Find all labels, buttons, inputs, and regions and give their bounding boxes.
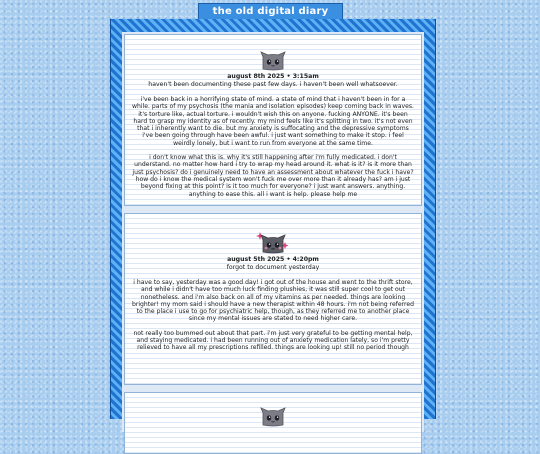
diary-entry — [124, 213, 422, 385]
entry-subtitle: haven't been documenting these past few days. i haven't been well whatsoever. — [148, 81, 398, 88]
entry-body — [131, 279, 415, 352]
sparkle-cat-icon — [256, 228, 290, 254]
diary-frame — [110, 19, 436, 419]
entry-paragraph: not really too bummed out about that part. i'm just very grateful to be getting mental help, and staying medicated. i had been running out of anxiety medication lately, so i'm pretty relieved to have all my prescriptions refilled. things are looking up! still no period though — [133, 329, 413, 352]
diary-entry — [124, 392, 422, 454]
site-title: the old digital diary — [198, 3, 343, 20]
entry-body — [131, 96, 415, 198]
entry-paragraph: i've been back in a horrifying state of mind. a state of mind that i haven't been in for a while. parts of my psychosis (the mania and isolation episodes) keep coming back in waves. it's torture like, actual torture. i wouldn't wish this on anyone. fucking ANYONE. it's been hard to grasp my identity as of recently. my mind feels like it's splitting in two. it's not even that i inherently want to die. but my anxiety is suffocating and the depressive symptoms i've been going through have been awful. i just want something to make it stop. i feel weirdly lonely, but i want to run from everyone at the same time. — [132, 96, 414, 147]
gray-cat-icon — [260, 51, 286, 71]
entry-date: august 5th 2025 • 4:20pm — [227, 256, 319, 263]
entries-container — [122, 32, 424, 432]
entry-date: august 8th 2025 • 3:15am — [227, 73, 319, 80]
entry-paragraph: i have to say, yesterday was a good day! i got out of the house and went to the thrift store, and while i didn't have too much luck finding plushies, it was still super cool to get out nonetheless. and i'm also back on all of my vitamins as per needed. things are looking brighter! my mom said i should have a new therapist within 48 hours. i'm not being referred to the place i use to go for psychiatric help, though, as they referred me to another place since my mental issues are stated to need higher care. — [131, 279, 415, 323]
gray-cat-icon — [260, 407, 286, 427]
entry-subtitle: forgot to document yesterday — [226, 264, 320, 271]
entry-paragraph: i don't know what this is. why it's still happening after i'm fully medicated. i don't understand. no matter how hard i try to wrap my head around it. what is it? is it more than just psychosis? do i genuinely need to have an assessment about whatever the fuck i have? how do i know the medical system won't fuck me over more than it already has? am i just beyond fixing at this point? is it too much for everyone? i just want answers. anything. anything to ease this. all i want is help. please help me — [132, 154, 414, 198]
diary-entry — [124, 34, 422, 206]
